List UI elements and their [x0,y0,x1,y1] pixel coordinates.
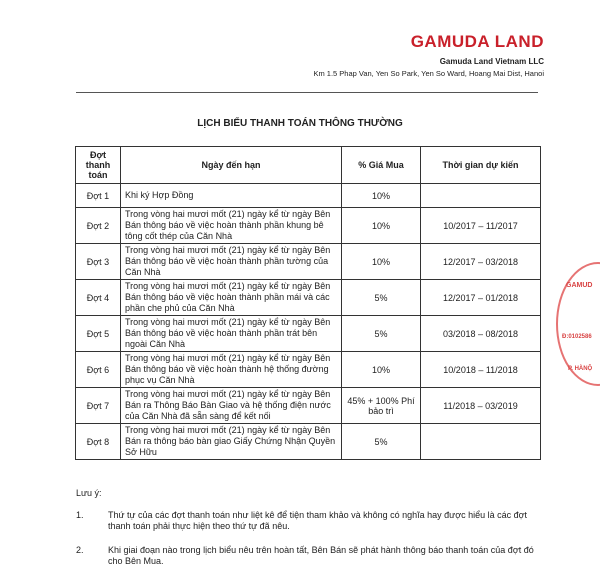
cell-percent: 10% [342,184,421,208]
cell-expected-time: 11/2018 – 03/2019 [421,388,541,424]
header-due-date: Ngày đến hạn [121,147,342,184]
table-row [76,316,541,352]
cell-percent: 10% [342,244,421,280]
note-text: Khi giai đoạn nào trong lịch biểu nêu trên hoàn tất, Bên Bán sẽ phát hành thông báo thanh toán của đợt đó cho Bên Mua. [108,545,534,566]
cell-expected-time [421,424,541,460]
cell-due-date: Trong vòng hai mươi mốt (21) ngày kể từ ngày Bên Bán ra Thông Báo Bàn Giao và hệ thống điện nước của Căn Nhà đã sẵn sàng để kết nối [121,388,342,424]
note-number: 1. [76,510,84,520]
cell-installment: Đợt 5 [76,316,121,352]
table-header-row [76,147,541,184]
cell-due-date: Trong vòng hai mươi mốt (21) ngày kể từ ngày Bên Bán thông báo về việc hoàn thành phần trát bên ngoài Căn Nhà [121,316,342,352]
table-row [76,244,541,280]
note-item [76,545,546,567]
cell-percent: 45% + 100% Phí bảo trì [342,388,421,424]
header-installment: Đợt thanh toán [76,147,121,184]
cell-expected-time: 12/2017 – 01/2018 [421,280,541,316]
letterhead [313,32,544,78]
cell-due-date: Trong vòng hai mươi mốt (21) ngày kể từ ngày Bên Bán thông báo về việc hoàn thành hệ thống đường phục vụ Căn Nhà [121,352,342,388]
note-number: 2. [76,545,84,555]
cell-due-date: Trong vòng hai mươi mốt (21) ngày kể từ ngày Bên Bán thông báo về việc hoàn thành phần khung bê tông cốt thép của Căn Nhà [121,208,342,244]
cell-installment: Đợt 2 [76,208,121,244]
table-row [76,184,541,208]
cell-due-date: Trong vòng hai mươi mốt (21) ngày kể từ ngày Bên Bán thông báo về việc hoàn thành phần mái và các phần che phủ của Căn Nhà [121,280,342,316]
payment-schedule-table [75,146,541,460]
company-address: Km 1.5 Phap Van, Yen So Park, Yen So Ward, Hoang Mai Dist, Hanoi [313,69,544,78]
cell-installment: Đợt 3 [76,244,121,280]
header-expected-time: Thời gian dự kiến [421,147,541,184]
cell-due-date: Trong vòng hai mươi mốt (21) ngày kể từ ngày Bên Bán thông báo về việc hoàn thành phần tường của Căn Nhà [121,244,342,280]
note-text: Thứ tự của các đợt thanh toán như liệt kê để tiện tham khảo và không có nghĩa hay được hiểu là các đợt thanh toán phải thực hiện theo thứ tự đã nêu. [108,510,528,531]
cell-installment: Đợt 4 [76,280,121,316]
cell-installment: Đợt 8 [76,424,121,460]
cell-due-date: Trong vòng hai mươi mốt (21) ngày kể từ ngày Bên Bán ra thông báo bàn giao Giấy Chứng Nhận Quyền Sở Hữu [121,424,342,460]
cell-expected-time: 10/2018 – 11/2018 [421,352,541,388]
stamp-text-bottom: P. HÀNỘ [568,366,593,372]
stamp-text-mid: Đ:0102586 [562,334,592,340]
cell-installment: Đợt 1 [76,184,121,208]
table-row [76,388,541,424]
header-percent: % Giá Mua [342,147,421,184]
cell-percent: 5% [342,316,421,352]
cell-due-date: Khi ký Hợp Đồng [121,184,342,208]
table-row [76,280,541,316]
table-row [76,424,541,460]
cell-percent: 10% [342,352,421,388]
note-item [76,510,546,532]
company-name: Gamuda Land Vietnam LLC [439,57,544,66]
stamp-text-top: GAMUD [566,282,593,289]
header-divider [76,92,538,93]
table-row [76,352,541,388]
cell-expected-time: 03/2018 – 08/2018 [421,316,541,352]
brand-logo-text: GAMUDA LAND [410,32,544,51]
table-row [76,208,541,244]
cell-installment: Đợt 6 [76,352,121,388]
cell-expected-time [421,184,541,208]
cell-expected-time: 12/2017 – 03/2018 [421,244,541,280]
cell-percent: 5% [342,424,421,460]
cell-percent: 10% [342,208,421,244]
cell-expected-time: 10/2017 – 11/2017 [421,208,541,244]
document-title: LỊCH BIỂU THANH TOÁN THÔNG THƯỜNG [197,118,403,129]
cell-installment: Đợt 7 [76,388,121,424]
notes-heading: Lưu ý: [76,488,102,498]
cell-percent: 5% [342,280,421,316]
